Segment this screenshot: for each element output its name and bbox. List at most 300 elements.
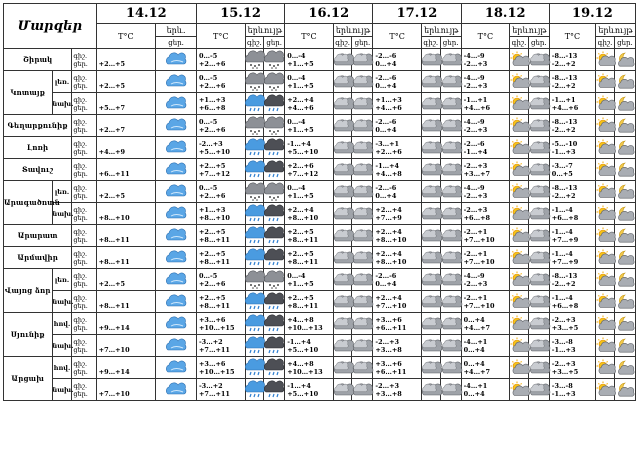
day-temp: +3…+5 [551,323,579,332]
partly-cloudy-icon [422,73,440,91]
day-temp: +2…+6 [198,59,226,68]
night-temp: +2…+4 [287,205,314,214]
partly-cloudy-icon [442,117,460,135]
night-temp: -3…-7 [551,161,573,170]
table-row [4,313,636,335]
day-weather-icon-cell [596,313,615,335]
night-weather-icon-cell [614,313,635,335]
day-label: ցեր. [73,81,88,90]
day-temp: +5…+10 [287,345,319,354]
day-weather-icon-cell [596,181,615,203]
day-weather-icon-cell [596,137,615,159]
night-label: գիշ. [73,183,88,192]
rain-cloud-icon [167,249,185,267]
partly-cloudy-icon [334,293,352,311]
partly-cloudy-icon [530,51,548,69]
day-temp: +7…+10 [98,345,130,354]
day-weather-icon-cell [596,49,615,71]
day-weather-icon-cell [596,379,615,401]
night-weather-icon-cell [528,181,549,203]
day-weather-icon-cell [245,313,264,335]
temperature-cell [461,291,510,313]
day-temp: -2…+2 [551,81,576,90]
rain-cloud-icon [167,381,185,399]
night-temp: -8…-13 [551,73,578,82]
night-temp [99,360,156,368]
partly-cloudy-icon [442,183,460,201]
night-temp: -2…+3 [375,381,400,390]
temperature-cell [285,181,334,203]
night-temp: -4…-9 [463,51,485,60]
night-temp: +3…+6 [198,359,226,368]
temperature-cell [285,335,334,357]
table-row [4,357,636,379]
region-name: Գեղարքունիք [4,115,72,137]
day-temp: +2…+5 [98,81,126,90]
night-temp: -2…+3 [463,161,488,170]
day-temp: +4…+9 [98,147,126,156]
moon-cloud-icon [616,51,634,69]
partly-cloudy-icon [334,139,352,157]
moon-cloud-icon [616,315,634,333]
night-label: գիշ. [73,117,88,126]
day-label: ցեր. [73,59,88,68]
night-weather-icon-cell [528,159,549,181]
day-subheader: ցեր. [614,37,635,49]
partly-cloudy-icon [353,183,371,201]
partly-cloudy-icon [530,337,548,355]
sun-cloud-icon [596,73,614,91]
night-weather-icon-cell [528,335,549,357]
night-weather-icon-cell [352,203,373,225]
temperature-cell [549,71,595,93]
day-weather-icon-cell [421,49,440,71]
rain-icon [246,227,264,245]
partly-cloudy-icon [442,337,460,355]
snow-cloud-icon [265,51,283,69]
night-weather-icon-cell [352,247,373,269]
night-temp [99,52,156,60]
temperature-cell [373,335,422,357]
moon-cloud-icon [616,139,634,157]
day-weather-icon-cell [421,313,440,335]
temperature-cell [461,379,510,401]
moon-cloud-icon [616,271,634,289]
night-weather-icon-cell [352,313,373,335]
night-temp [99,316,156,324]
day-weather-icon-cell [510,313,529,335]
night-label: գիշ. [73,249,88,258]
day-weather-icon-cell [596,203,615,225]
night-weather-icon-cell [528,357,549,379]
night-weather-icon-cell [528,115,549,137]
day-temp: +1…+5 [287,59,314,68]
temperature-cell [549,203,595,225]
sun-cloud-icon [596,381,614,399]
day-label: ցեր. [73,301,88,310]
temperature-cell [96,379,156,401]
forecast-table-wrapper [3,3,636,401]
day-night-label [72,247,96,269]
day-night-label [72,115,96,137]
day-weather-icon-cell [510,379,529,401]
temperature-cell [373,203,422,225]
partly-cloudy-icon [334,95,352,113]
date-header: 17.12 [373,4,461,24]
partly-cloudy-icon [422,205,440,223]
night-temp [99,74,156,82]
day-weather-icon-cell [245,159,264,181]
night-temp: -8…-13 [551,271,578,280]
day-temp: +6…+11 [375,323,407,332]
partly-cloudy-icon [530,359,548,377]
day-weather-icon-cell [245,247,264,269]
temperature-cell [373,269,422,291]
night-weather-icon-cell [614,71,635,93]
day-temp: +8…+10 [98,213,130,222]
night-weather-icon-cell [264,357,285,379]
partly-cloudy-icon [442,359,460,377]
day-temp: +4…+6 [287,103,314,112]
day-label: ցեր. [73,367,88,376]
day-weather-icon-cell [421,379,440,401]
night-weather-icon-cell [264,225,285,247]
sun-cloud-icon [596,161,614,179]
day-temp: +8…+10 [375,257,407,266]
day-weather-icon-cell [510,269,529,291]
rain-cloud-icon [167,183,185,201]
day-weather-icon-cell [245,291,264,313]
partly-cloudy-icon [442,381,460,399]
rain-icon [246,139,264,157]
night-temp: +3…+6 [375,315,402,324]
table-row [4,137,636,159]
partly-cloudy-icon [530,293,548,311]
temp-header: T°C [196,24,245,49]
temperature-cell [549,291,595,313]
night-temp: +3…+6 [198,315,226,324]
night-temp: -4…+1 [463,337,488,346]
day-weather-icon-cell [596,71,615,93]
day-weather-icon-cell [245,335,264,357]
day-temp: +2…+6 [198,81,226,90]
night-weather-icon-cell [614,247,635,269]
rain-cloud-icon [167,139,185,157]
night-temp: -1…-4 [551,205,573,214]
partly-cloudy-icon [442,73,460,91]
day-temp: +7…+11 [198,389,230,398]
night-temp: -2…+3 [551,359,576,368]
night-weather-icon-cell [352,49,373,71]
sun-cloud-icon [596,271,614,289]
night-temp: +2…+5 [287,293,314,302]
partly-cloudy-icon [530,95,548,113]
day-temp: +7…+12 [198,169,230,178]
partly-cloudy-icon [353,249,371,267]
temperature-cell [373,181,422,203]
temperature-cell [461,137,510,159]
partly-cloudy-icon [442,271,460,289]
moon-cloud-icon [616,227,634,245]
night-temp: 0…-5 [198,73,218,82]
sun-cloud-icon [510,359,528,377]
sun-cloud-icon [510,249,528,267]
day-temp: +7…+10 [463,235,495,244]
day-temp: -2…+3 [463,191,488,200]
day-temp: +4…+6 [463,103,491,112]
night-temp: -8…-13 [551,51,578,60]
temperature-cell [96,93,156,115]
night-temp [99,118,156,126]
day-temp: +2…+5 [98,191,126,200]
night-weather-icon-cell [614,291,635,313]
night-temp: -1…+4 [375,161,400,170]
table-row [4,269,636,291]
sun-cloud-icon [596,249,614,267]
day-weather-icon-cell [333,225,352,247]
partly-cloudy-icon [353,293,371,311]
sun-cloud-icon [510,227,528,245]
day-temp: +6…+8 [551,301,579,310]
temperature-cell [373,225,422,247]
day-weather-icon-cell [510,291,529,313]
partly-cloudy-icon [530,227,548,245]
day-label: ցեր. [73,235,88,244]
day-night-label [72,203,96,225]
rain-icon [246,95,264,113]
night-temp: -1…+4 [287,337,311,346]
day-temp: +8…+11 [287,257,319,266]
day-temp: +9…+14 [98,323,130,332]
partly-cloudy-icon [334,249,352,267]
night-label: գիշ. [73,359,88,368]
day-subheader: ցեր. [528,37,549,49]
weather-icon-cell [156,269,197,291]
night-temp: -2…-6 [375,117,397,126]
partly-cloudy-icon [334,51,352,69]
temperature-cell [196,357,245,379]
night-temp: 0…-4 [287,183,306,192]
temperature-cell [373,159,422,181]
day-weather-icon-cell [596,291,615,313]
night-label: գիշ. [73,73,88,82]
temperature-cell [549,137,595,159]
moon-cloud-icon [616,161,634,179]
temperature-cell [549,269,595,291]
temperature-cell [196,203,245,225]
night-weather-icon-cell [614,115,635,137]
storm-cloud-icon [265,161,283,179]
partly-cloudy-icon [442,51,460,69]
weather-header: երև. [156,24,197,37]
snow-cloud-icon [246,271,264,289]
night-weather-icon-cell [352,335,373,357]
night-weather-icon-cell [614,93,635,115]
night-temp: -3…+1 [375,139,400,148]
temperature-cell [373,71,422,93]
sun-cloud-icon [510,161,528,179]
night-temp: -1…-4 [551,249,573,258]
temperature-cell [373,313,422,335]
day-temp: +10…+15 [198,323,235,332]
sun-cloud-icon [596,183,614,201]
table-row [4,247,636,269]
day-temp: +8…+11 [198,235,230,244]
partly-cloudy-icon [353,315,371,333]
sun-cloud-icon [596,51,614,69]
night-temp: +2…+5 [198,161,226,170]
sun-cloud-icon [596,293,614,311]
partly-cloudy-icon [442,249,460,267]
storm-cloud-icon [265,227,283,245]
partly-cloudy-icon [422,271,440,289]
temperature-cell [373,247,422,269]
partly-cloudy-icon [530,161,548,179]
night-weather-icon-cell [264,181,285,203]
weather-header: երևույթ [596,24,636,37]
storm-cloud-icon [265,359,283,377]
table-row [4,71,636,93]
sun-cloud-icon [596,117,614,135]
night-subheader: գիշ. [246,38,262,47]
weather-icon-cell [156,93,197,115]
day-weather-icon-cell [421,115,440,137]
day-temp: +6…+8 [551,213,579,222]
temperature-cell [96,203,156,225]
day-weather-icon-cell [333,313,352,335]
day-weather-icon-cell [333,71,352,93]
sun-cloud-icon [510,205,528,223]
night-weather-icon-cell [614,137,635,159]
night-temp: 0…-5 [198,51,218,60]
day-night-label [72,159,96,181]
night-weather-icon-cell [440,71,461,93]
day-label: ցեր. [73,169,88,178]
region-name: Լոռի [4,137,72,159]
night-temp: -3…+2 [198,381,223,390]
day-weather-icon-cell [245,379,264,401]
sub-region: նախ. [52,93,72,115]
partly-cloudy-icon [353,381,371,399]
day-temp: +6…+8 [198,103,226,112]
night-weather-icon-cell [614,49,635,71]
night-temp: -2…+1 [463,249,488,258]
day-temp: -2…+2 [551,59,576,68]
day-night-label [72,335,96,357]
night-temp: -4…-9 [463,183,485,192]
night-weather-icon-cell [352,93,373,115]
night-weather-icon-cell [352,225,373,247]
temperature-cell [196,115,245,137]
day-label: ցեր. [73,257,88,266]
temperature-cell [196,313,245,335]
day-weather-icon-cell [333,181,352,203]
day-temp: +8…+11 [98,257,130,266]
weather-icon-cell [156,159,197,181]
temperature-cell [461,159,510,181]
temperature-cell [285,313,334,335]
day-weather-icon-cell [421,247,440,269]
day-temp: +2…+6 [198,125,226,134]
night-temp: 0…-5 [198,183,218,192]
moon-cloud-icon [616,337,634,355]
sun-cloud-icon [510,337,528,355]
temperature-cell [96,313,156,335]
rain-icon [246,381,264,399]
region-name: Տավուշ [4,159,72,181]
night-weather-icon-cell [264,137,285,159]
night-weather-icon-cell [352,115,373,137]
rain-cloud-icon [167,337,185,355]
day-weather-icon-cell [333,115,352,137]
night-temp: -8…-13 [551,183,578,192]
weather-header: երևույթ [245,24,285,37]
day-label: ցեր. [73,323,88,332]
night-temp: 0…-4 [287,73,306,82]
night-temp: -2…-6 [463,139,485,148]
night-temp: -1…+1 [551,95,576,104]
night-weather-icon-cell [528,247,549,269]
table-row [4,115,636,137]
partly-cloudy-icon [334,205,352,223]
storm-cloud-icon [265,249,283,267]
day-weather-icon-cell [510,225,529,247]
night-weather-icon-cell [614,269,635,291]
night-temp: 0…-4 [287,271,306,280]
partly-cloudy-icon [530,205,548,223]
day-temp: +3…+8 [375,345,402,354]
partly-cloudy-icon [422,227,440,245]
partly-cloudy-icon [353,271,371,289]
day-temp: +1…+5 [287,81,314,90]
day-weather-icon-cell [245,115,264,137]
sun-cloud-icon [510,183,528,201]
sun-cloud-icon [510,139,528,157]
night-label: գիշ. [73,95,88,104]
storm-cloud-icon [265,205,283,223]
day-temp: +3…+5 [551,367,579,376]
day-weather-icon-cell [333,269,352,291]
sub-region: նախ. [52,291,72,313]
day-weather-icon-cell [245,225,264,247]
day-weather-icon-cell [245,269,264,291]
rain-icon [246,249,264,267]
night-temp: 0…-5 [198,117,218,126]
day-weather-icon-cell [596,269,615,291]
temp-header: T°C [549,24,595,49]
day-weather-icon-cell [245,49,264,71]
temperature-cell [373,357,422,379]
night-weather-icon-cell [264,335,285,357]
day-weather-icon-cell [421,159,440,181]
night-weather-icon-cell [440,181,461,203]
night-temp [99,162,156,170]
day-weather-icon-cell [245,357,264,379]
temperature-cell [549,159,595,181]
temperature-cell [549,49,595,71]
night-temp: +2…+4 [375,249,402,258]
table-row [4,225,636,247]
day-temp: 0…+4 [375,125,397,134]
partly-cloudy-icon [422,117,440,135]
night-weather-icon-cell [440,291,461,313]
day-night-label [72,137,96,159]
day-temp: +7…+9 [375,213,402,222]
night-subheader: գիշ. [423,38,439,47]
temperature-cell [196,49,245,71]
snow-cloud-icon [265,183,283,201]
day-temp: +2…+6 [198,191,226,200]
